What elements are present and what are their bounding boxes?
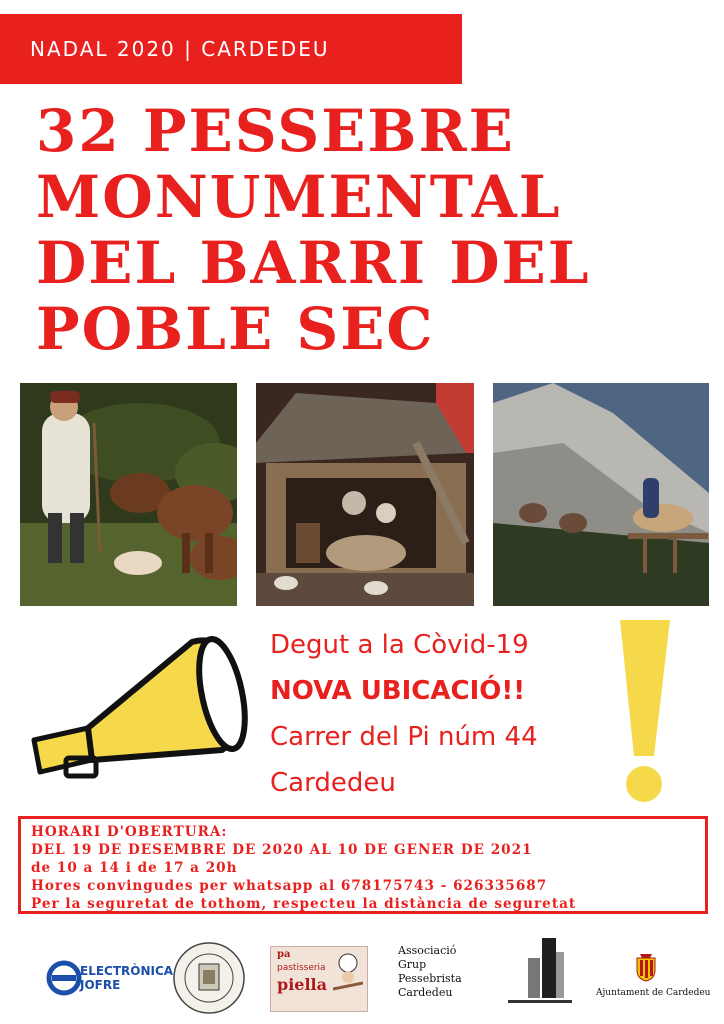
pastisseria-pa: pa	[277, 949, 291, 960]
title-line-2: MONUMENTAL	[36, 163, 562, 231]
hours-dates: DEL 19 DE DESEMBRE DE 2020 AL 10 DE GENER DE 2021	[31, 842, 533, 858]
coat-of-arms-icon	[634, 952, 658, 982]
logo-electronica-jofre	[46, 960, 174, 1000]
title-line-1: 32 PESSEBRE	[36, 97, 515, 165]
building-icon	[508, 938, 572, 1012]
poster-title	[36, 98, 716, 362]
title-line-4: POBLE SEC	[36, 295, 435, 363]
photo-nativity	[256, 383, 474, 606]
title-line-3: DEL BARRI DEL	[36, 229, 591, 297]
notice-town: Cardedeu	[270, 768, 396, 798]
pastisseria-label: pastisseria	[277, 963, 326, 973]
pessebrista-line-3: Pessebrista	[398, 972, 462, 985]
pessebrista-line-2: Grup	[398, 958, 427, 971]
association-seal-icon	[168, 940, 250, 1016]
logo-casal-building	[508, 938, 572, 1012]
header-banner	[0, 14, 462, 84]
relocation-notice	[270, 622, 630, 806]
photo-shepherd-cows	[20, 383, 237, 606]
logo-neighbours-association-seal	[168, 940, 250, 1016]
logo-pastisseria-piella	[270, 946, 368, 1012]
ajuntament-name: Ajuntament de Cardedeu	[596, 988, 711, 998]
hours-distance: Per la seguretat de tothom, respecteu la distància de seguretat	[31, 896, 577, 912]
pastisseria-name: piella	[277, 975, 327, 994]
chef-icon	[333, 953, 363, 993]
hours-heading: HORARI D'OBERTURA:	[31, 824, 228, 840]
logo-grup-pessebrista	[398, 944, 488, 1010]
notice-new-location: NOVA UBICACIÓ!!	[270, 676, 526, 706]
pessebrista-line-4: Cardedeu	[398, 986, 453, 999]
logo-ajuntament-cardedeu	[596, 952, 711, 1012]
notice-reason: Degut a la Còvid-19	[270, 630, 529, 660]
electronica-name: ELECTRÒNICA	[80, 964, 174, 978]
electronica-emblem-icon	[46, 960, 82, 996]
opening-hours-box	[18, 816, 708, 914]
hours-whatsapp: Hores convingudes per whatsapp al 678175743 - 626335687	[31, 878, 548, 894]
sponsor-logos	[0, 936, 724, 1016]
exclamation-icon	[614, 618, 676, 804]
notice-address: Carrer del Pi núm 44	[270, 722, 538, 752]
megaphone-icon	[22, 622, 258, 782]
hours-times: de 10 a 14 i de 17 a 20h	[31, 860, 238, 876]
photo-magi-mountains	[493, 383, 709, 606]
banner-text: NADAL 2020 | CARDEDEU	[30, 37, 330, 61]
pessebrista-line-1: Associació	[398, 944, 457, 957]
electronica-surname: JOFRE	[80, 978, 121, 992]
